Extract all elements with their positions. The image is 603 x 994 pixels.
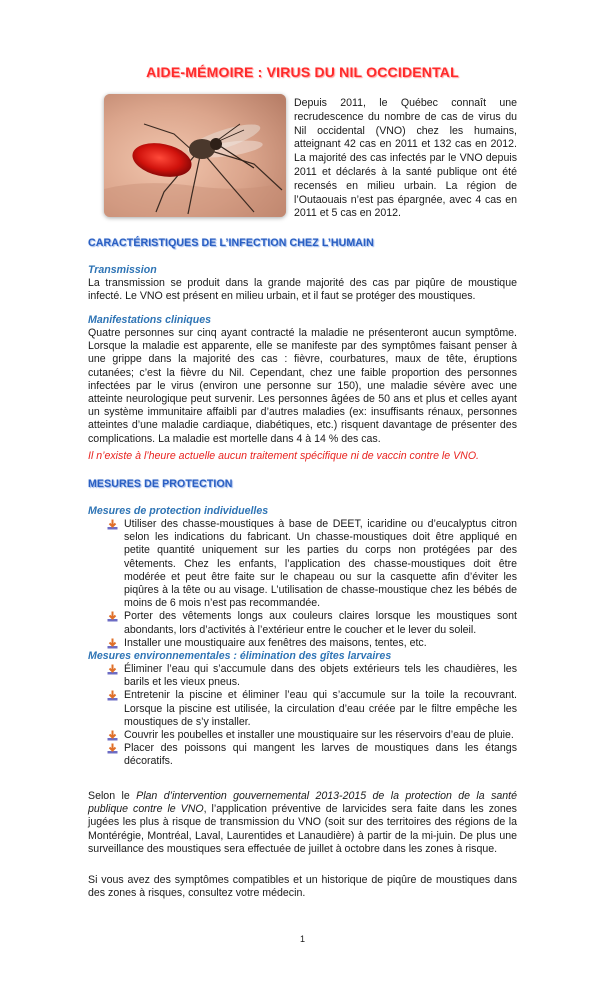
- section-heading-protection: MESURES DE PROTECTION: [88, 478, 233, 490]
- sub-heading-environmental: Mesures environnementales : élimination des gîtes larvaires: [88, 650, 392, 662]
- list-item: [88, 663, 517, 689]
- list-item-text: Éliminer l’eau qui s’accumule dans des objets extérieurs tels les chaudières, les barils et les vieux pneus.: [124, 663, 517, 689]
- list-item: [88, 742, 517, 768]
- list-item-text: Couvrir les poubelles et installer une moustiquaire sur les réservoirs d’eau de pluie.: [124, 729, 514, 742]
- plan-prefix: Selon le: [88, 790, 137, 802]
- download-arrow-icon: [107, 664, 118, 675]
- list-item-text: Installer une moustiquaire aux fenêtres des maisons, tentes, etc.: [124, 636, 427, 649]
- plan-paragraph: [88, 790, 517, 856]
- sub-heading-transmission: Transmission: [88, 264, 157, 276]
- sub-heading-clinical: Manifestations cliniques: [88, 314, 212, 326]
- plan-title: Plan d’intervention gouvernemental 2013-2015 de la protection de la santé publique contre le VNO: [88, 790, 517, 816]
- list-item: [88, 637, 517, 650]
- transmission-paragraph: La transmission se produit dans la grande majorité des cas par piqûre de moustique infecté. Le VNO est présent en milieu urbain, et il faut se protéger des moustiques.: [88, 277, 517, 303]
- section-heading-characteristics: CARACTÉRISTIQUES DE L’INFECTION CHEZ L’HUMAIN: [88, 237, 374, 249]
- environmental-measures-list: [88, 663, 517, 769]
- list-item: [88, 610, 517, 636]
- list-item-text: Entretenir la piscine et éliminer l’eau qui s’accumule sur la toile la recouvrant. Lorsque la piscine est utilisée, la circulation d’eau créée par le filtre empêche les moustiques de s’y installer.: [124, 689, 517, 728]
- mosquito-illustration: [104, 94, 286, 217]
- list-item: [88, 729, 517, 742]
- intro-paragraph: Depuis 2011, le Québec connaît une recrudescence du nombre de cas de virus du Nil occidental (VNO) chez les humains, atteignant 42 cas en 2011 et 132 cas en 2012. La majorité des cas infectés par le VNO depuis 2011 et déclarés à la santé publique ont été recensés en milieu urbain. La région de l’Outaouais n’est pas épargnée, avec 4 cas en 2011 et 5 cas en 2012.: [294, 97, 517, 220]
- list-item: [88, 518, 517, 610]
- download-arrow-icon: [107, 611, 118, 622]
- list-item-text: Placer des poissons qui mangent les larves de moustiques dans les étangs décoratifs.: [124, 742, 517, 768]
- download-arrow-icon: [107, 519, 118, 530]
- download-arrow-icon: [107, 730, 118, 741]
- download-arrow-icon: [107, 690, 118, 701]
- clinical-paragraph: Quatre personnes sur cinq ayant contracté la maladie ne présenteront aucun symptôme. Lorsque la maladie est apparente, elle se manifeste par des symptômes faisant penser à une grippe dans la majorité des cas : fièvre, courbatures, maux de tête, éruptions cutanées; c’est la fièvre du Nil. Cependant, chez une faible proportion des personnes infectées par le virus (environ une personne sur 150), une maladie sévère avec une atteinte neurologique peut survenir. Les personnes âgées de 50 ans et plus et celles ayant un système immunitaire affaibli par d’autres maladies (ex: insuffisants rénaux, personnes atteintes d’une maladie cardiaque, diabétiques, etc.) risquent davantage de présenter des complications. La maladie est mortelle dans 4 à 14 % des cas.: [88, 327, 517, 445]
- list-item-text: Utiliser des chasse-moustiques à base de DEET, icaridine ou d’eucalyptus citron selon les indications du fabricant. Un chasse-moustiques doit être appliqué en petite quantité uniquement sur les parties du corps non protégées par des vêtements. Chez les enfants, l’application des chasse-moustiques doit être modérée et peut être faite sur le chapeau ou sur la casquette afin d’éviter les piqûres à la tête ou au visage. L’utilisation de chasse-moustique chez les bébés de moins de 6 mois n’est pas recommandée.: [124, 518, 517, 610]
- sub-heading-individual: Mesures de protection individuelles: [88, 505, 269, 517]
- page-number: 1: [299, 934, 305, 944]
- list-item: [88, 689, 517, 729]
- plan-suffix: , l’application préventive de larvicides sera faite dans les zones jugées les plus à risque de transmission du VNO (soit sur des territoires des régions de la Montérégie, Montréal, Laval, Laurentides et Lanaudière) à partir de la mi-juin. De plus une surveillance des moustiques sera effectuée de juillet à octobre dans les zones à risque.: [88, 803, 517, 855]
- download-arrow-icon: [107, 743, 118, 754]
- list-item-text: Porter des vêtements longs aux couleurs claires lorsque les moustiques sont abondants, lors d’activités à l’extérieur entre le coucher et le lever du soleil.: [124, 610, 517, 636]
- closing-paragraph: Si vous avez des symptômes compatibles et un historique de piqûre de moustiques dans des zones à risques, consultez votre médecin.: [88, 874, 517, 900]
- mosquito-photo: [104, 94, 286, 217]
- document-title: AIDE-MÉMOIRE : VIRUS DU NIL OCCIDENTAL: [146, 64, 459, 80]
- download-arrow-icon: [107, 638, 118, 649]
- no-treatment-warning: Il n’existe à l’heure actuelle aucun traitement spécifique ni de vaccin contre le VNO.: [88, 450, 480, 462]
- individual-measures-list: [88, 518, 517, 650]
